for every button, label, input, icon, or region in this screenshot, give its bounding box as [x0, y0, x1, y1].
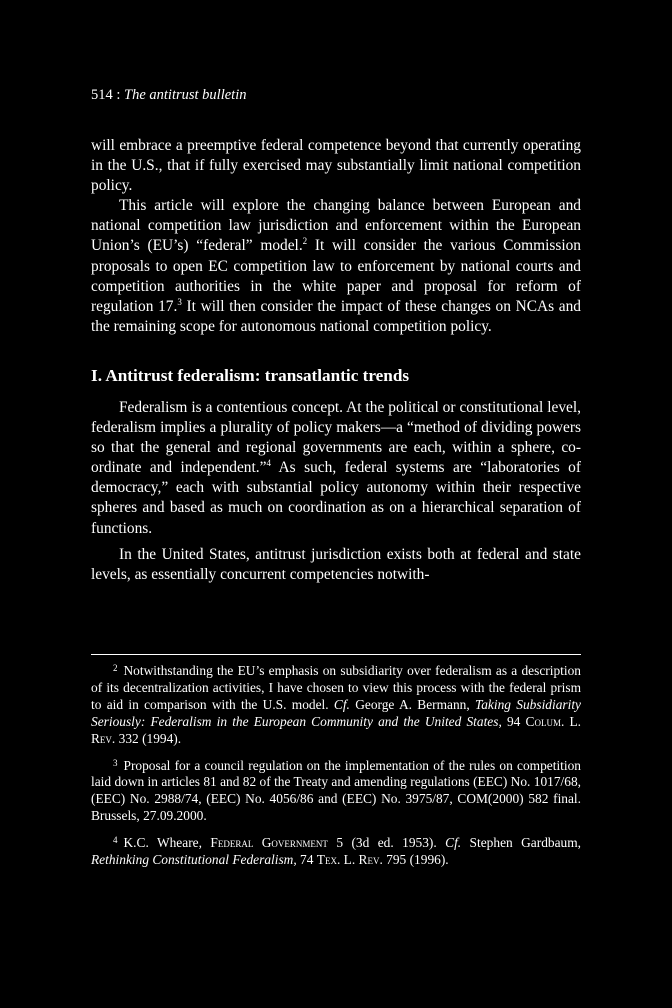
cited-article-title: Taking Subsidiarity Seriously: Federalism in the European Community and the United States — [91, 696, 581, 729]
cited-journal: Tex. L. Rev. — [316, 852, 383, 868]
footnote-2: $^2$ Notwithstanding the EU’s emphasis on subsidiarity over federalism as a description of its decentralization activities, I have chosen to view this process with the federal prism to aid in comparison with the U.S. model. Cf. George A. Bermann, Taking Subsidiarity Seriously: Federalism in the European Community and the United States, 94 Colum. L. Rev. 332 (1994). — [91, 663, 582, 746]
footnote-ref-3: 3 — [177, 296, 182, 307]
running-head — [91, 87, 246, 104]
cited-book: Federal Government — [210, 835, 328, 851]
footnote-divider — [91, 654, 581, 655]
footnotes — [91, 660, 581, 876]
footnote-marker: 3 — [113, 757, 118, 768]
footnote-4: $^4$ K.C. Wheare, Federal Government 5 (3d ed. 1953). Cf. Stephen Gardbaum, Rethinking Constitutional Federalism, 74 Tex. L. Rev. 795 (1996). — [91, 835, 581, 868]
paragraph-united-states: In the United States, antitrust jurisdiction exists both at federal and state levels, as essentially concurrent competencies notwith- — [91, 545, 581, 583]
footnote-marker: 2 — [113, 663, 118, 673]
footnote-marker: 4 — [113, 835, 118, 846]
page-number: 514 — [91, 87, 113, 103]
cited-article-title: Rethinking Constitutional Federalism — [91, 852, 294, 868]
section-heading: I. Antitrust federalism: transatlantic trends — [91, 365, 410, 385]
paragraph-federalism: Federalism is a contentious concept. At the political or constitutional level, federalism implies a plurality of policy makers—a “method of dividing powers so that the general and regional governments are each, within a sphere, co-ordinate and independent.”$^4$ As such, federal systems are “laboratories of democracy,” each with substantial policy autonomy within their respective spheres and based as much on coordination as on a hierarchical separation of functions. — [91, 398, 581, 537]
paragraph-continued: will embrace a preemptive federal competence beyond that currently operating in the U.S., that if fully exercised may substantially limit national competition policy. — [91, 137, 581, 195]
journal-title: The antitrust bulletin — [124, 87, 247, 103]
main-text — [91, 136, 581, 585]
header-separator: : — [116, 87, 121, 103]
paragraph-article-scope: This article will explore the changing balance between European and national competition law jurisdiction and enforcement within the European Union’s (EU’s) “federal” model.$^2$ It will consider the various Commission proposals to open EC competition law to enforcement by national courts and competition authorities in the white paper and proposal for reform of regulation 17.$^3$ It will then consider the impact of these changes on NCAs and the remaining scope for autonomous national competition policy. — [91, 197, 581, 335]
footnote-3: $^3$ Proposal for a council regulation on the implementation of the rules on competition laid down in articles 81 and 82 of the Treaty and amending regulations (EEC) No. 1017/68, (EEC) No. 2988/74, (EEC) No. 4056/86 and (EEC) No. 3975/87, COM(2000) 582 final. Brussels, 27.09.2000. — [91, 757, 581, 824]
cited-journal: Colum. L. Rev. — [91, 713, 582, 746]
footnote-ref-2: 2 — [302, 236, 308, 247]
footnote-ref-4: 4 — [266, 458, 271, 469]
